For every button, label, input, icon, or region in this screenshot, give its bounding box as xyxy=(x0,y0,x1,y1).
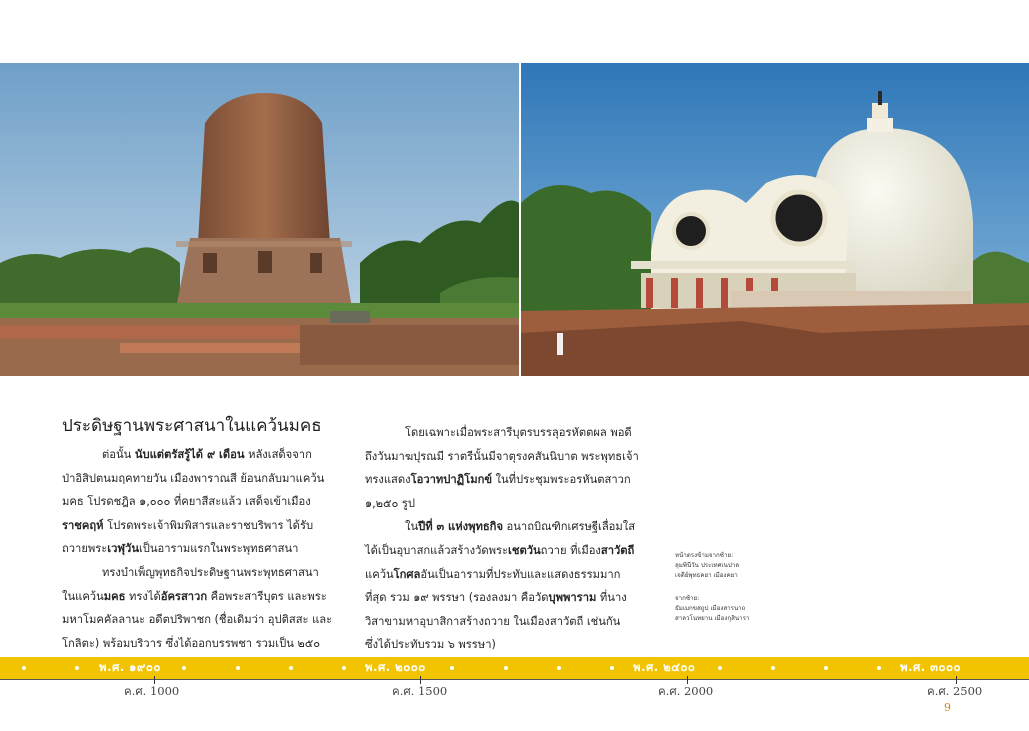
timeline-dot xyxy=(289,666,293,670)
parinirvana-stupa-photo xyxy=(521,63,1029,376)
text-run: โปรดพระเจ้าพิมพิสารและราชบริพาร ได้รับ xyxy=(103,518,314,532)
text-line xyxy=(62,632,352,656)
text-run: ทรงแสดง xyxy=(365,473,411,487)
text-line xyxy=(365,492,655,516)
text-line xyxy=(62,608,352,632)
emphasized-text: เชตวัน xyxy=(508,543,541,557)
text-run: ป่าอิสิปตนมฤคทายวัน เมืองพาราณสี ย้อนกลับมาแคว้น xyxy=(62,471,325,485)
text-run: โดยเฉพาะเมื่อพระสารีบุตรบรรลุอรหัตตผล พอดี xyxy=(405,426,632,439)
text-run: โกลิตะ) พร้อมบริวาร ซึ่งได้ออกบรรพชา รวมเป็น ๒๕๐ xyxy=(62,636,321,650)
text-run: มหาโมคคัลลานะ อดีตปริพาชก (ชื่อเดิมว่า อุปติสสะ และ xyxy=(62,613,333,627)
text-run: ทรงบำเพ็ญพุทธกิจประดิษฐานพระพุทธศาสนา xyxy=(102,565,319,579)
timeline-ce-label: ค.ศ. 1000 xyxy=(124,684,180,698)
text-line xyxy=(62,443,352,467)
text-run: เป็นอารามแรกในพระพุทธศาสนา xyxy=(138,542,299,556)
text-line xyxy=(62,467,352,491)
dhamekh-stupa-photo xyxy=(0,63,519,376)
timeline-dot xyxy=(450,666,454,670)
text-run: คือพระสารีบุตร และพระ xyxy=(207,589,327,603)
text-line xyxy=(365,539,655,563)
text-line xyxy=(365,633,655,657)
text-run: ๑,๒๕๐ รูป xyxy=(365,496,415,510)
photo-caption-this-page xyxy=(675,594,749,624)
text-line xyxy=(365,445,655,469)
timeline-dot xyxy=(877,666,881,670)
caption-heading: หน้าตรงข้ามจากซ้าย: xyxy=(675,552,734,559)
timeline-ce-label: ค.ศ. 2000 xyxy=(658,684,714,698)
emphasized-text: ปีที่ ๓ แห่งพุทธกิจ xyxy=(418,520,503,534)
text-run: ในแคว้น xyxy=(62,589,104,603)
emphasized-text: เวฬุวัน xyxy=(107,542,139,556)
text-column-2 xyxy=(365,421,655,657)
timeline-dot xyxy=(236,666,240,670)
text-run: ที่นาง xyxy=(596,591,627,605)
timeline-dot xyxy=(610,666,614,670)
text-line xyxy=(62,490,352,514)
emphasized-text: บุพพาราม xyxy=(548,591,597,605)
text-run: แคว้น xyxy=(365,567,394,581)
text-run: ถวาย ที่เมือง xyxy=(540,543,601,557)
timeline-be-label: พ.ศ. ๒๐๐๐ xyxy=(365,660,426,674)
text-column-1 xyxy=(62,443,352,655)
emphasized-text: ราชคฤห์ xyxy=(62,518,104,532)
timeline-be-label: พ.ศ. ๑๙๐๐ xyxy=(99,660,161,674)
caption-heading: จากซ้าย: xyxy=(675,595,700,602)
timeline-be-label: พ.ศ. ๒๔๐๐ xyxy=(633,660,696,674)
timeline-be-label: พ.ศ. ๓๐๐๐ xyxy=(900,660,962,674)
text-line xyxy=(365,586,655,610)
emphasized-text: นับแต่ตรัสรู้ได้ ๙ เดือน xyxy=(134,448,245,461)
text-run: ต่อนั้น xyxy=(102,448,135,461)
timeline-ce-label: ค.ศ. 2500 xyxy=(927,684,983,698)
emphasized-text: มคธ xyxy=(103,589,126,603)
timeline-dot xyxy=(342,666,346,670)
emphasized-text: อัครสาวก xyxy=(160,589,208,603)
text-run: ได้เป็นอุบาสกแล้วสร้างวัดพระ xyxy=(365,543,509,557)
timeline-dot xyxy=(75,666,79,670)
text-run: ที่สุด รวม ๑๙ พรรษา (รองลงมา คือวัด xyxy=(365,591,549,605)
text-line xyxy=(62,514,352,538)
timeline-dot xyxy=(182,666,186,670)
caption-line: ลุมพินีวัน ประเทศเนปาล xyxy=(675,562,740,569)
timeline-dot xyxy=(22,666,26,670)
page-number: 9 xyxy=(944,701,951,714)
timeline-dot xyxy=(824,666,828,670)
text-line xyxy=(62,537,352,561)
text-run: อันเป็นอารามที่ประทับและแสดงธรรมมาก xyxy=(420,567,621,581)
text-line xyxy=(365,468,655,492)
timeline-dot xyxy=(557,666,561,670)
text-line xyxy=(365,610,655,634)
text-line xyxy=(62,561,352,585)
text-run: ซึ่งได้ประทับรวม ๖ พรรษา) xyxy=(365,638,496,652)
text-run: ถึงวันมาฆปุรณมี ราตรีนั้นมีจาตุรงคสันนิบาต พระพุทธเจ้า xyxy=(365,449,639,463)
text-run: ถวายพระ xyxy=(62,542,108,556)
caption-line: ธัมเมกขสถูป เมืองสารนาถ xyxy=(675,605,746,612)
text-run: มคธ โปรดชฎิล ๑,๐๐๐ ที่คยาสีสะแล้ว เสด็จเข้าเมือง xyxy=(62,495,311,509)
text-line xyxy=(365,421,655,445)
article-title: ประดิษฐานพระศาสนาในแคว้นมคธ xyxy=(62,416,322,436)
text-run: อนาถบิณฑิกเศรษฐีเลื่อมใส xyxy=(503,520,636,534)
timeline-dot xyxy=(771,666,775,670)
text-run: วิสาขามหาอุบาสิกาสร้างถวาย ในเมืองสาวัตถี เช่นกัน xyxy=(365,614,621,628)
text-line xyxy=(365,563,655,587)
caption-line: เจดีย์พุทธคยา เมืองคยา xyxy=(675,572,738,579)
text-run: หลังเสด็จจาก xyxy=(244,448,312,461)
emphasized-text: โอวาทปาฏิโมกข์ xyxy=(410,473,492,487)
emphasized-text: โกศล xyxy=(393,567,421,581)
timeline-ce-label: ค.ศ. 1500 xyxy=(392,684,448,698)
photo-caption-opposite xyxy=(675,551,739,581)
emphasized-text: สาวัตถี xyxy=(600,543,635,557)
timeline-dot xyxy=(504,666,508,670)
text-run: ใน xyxy=(405,520,419,534)
text-run: ในที่ประชุมพระอรหันตสาวก xyxy=(492,473,631,487)
timeline-dot xyxy=(718,666,722,670)
text-line xyxy=(365,515,655,539)
text-line xyxy=(62,585,352,609)
text-run: ทรงได้ xyxy=(125,589,161,603)
caption-line: สาลวโนทยาน เมืองกุสินารา xyxy=(675,615,750,622)
